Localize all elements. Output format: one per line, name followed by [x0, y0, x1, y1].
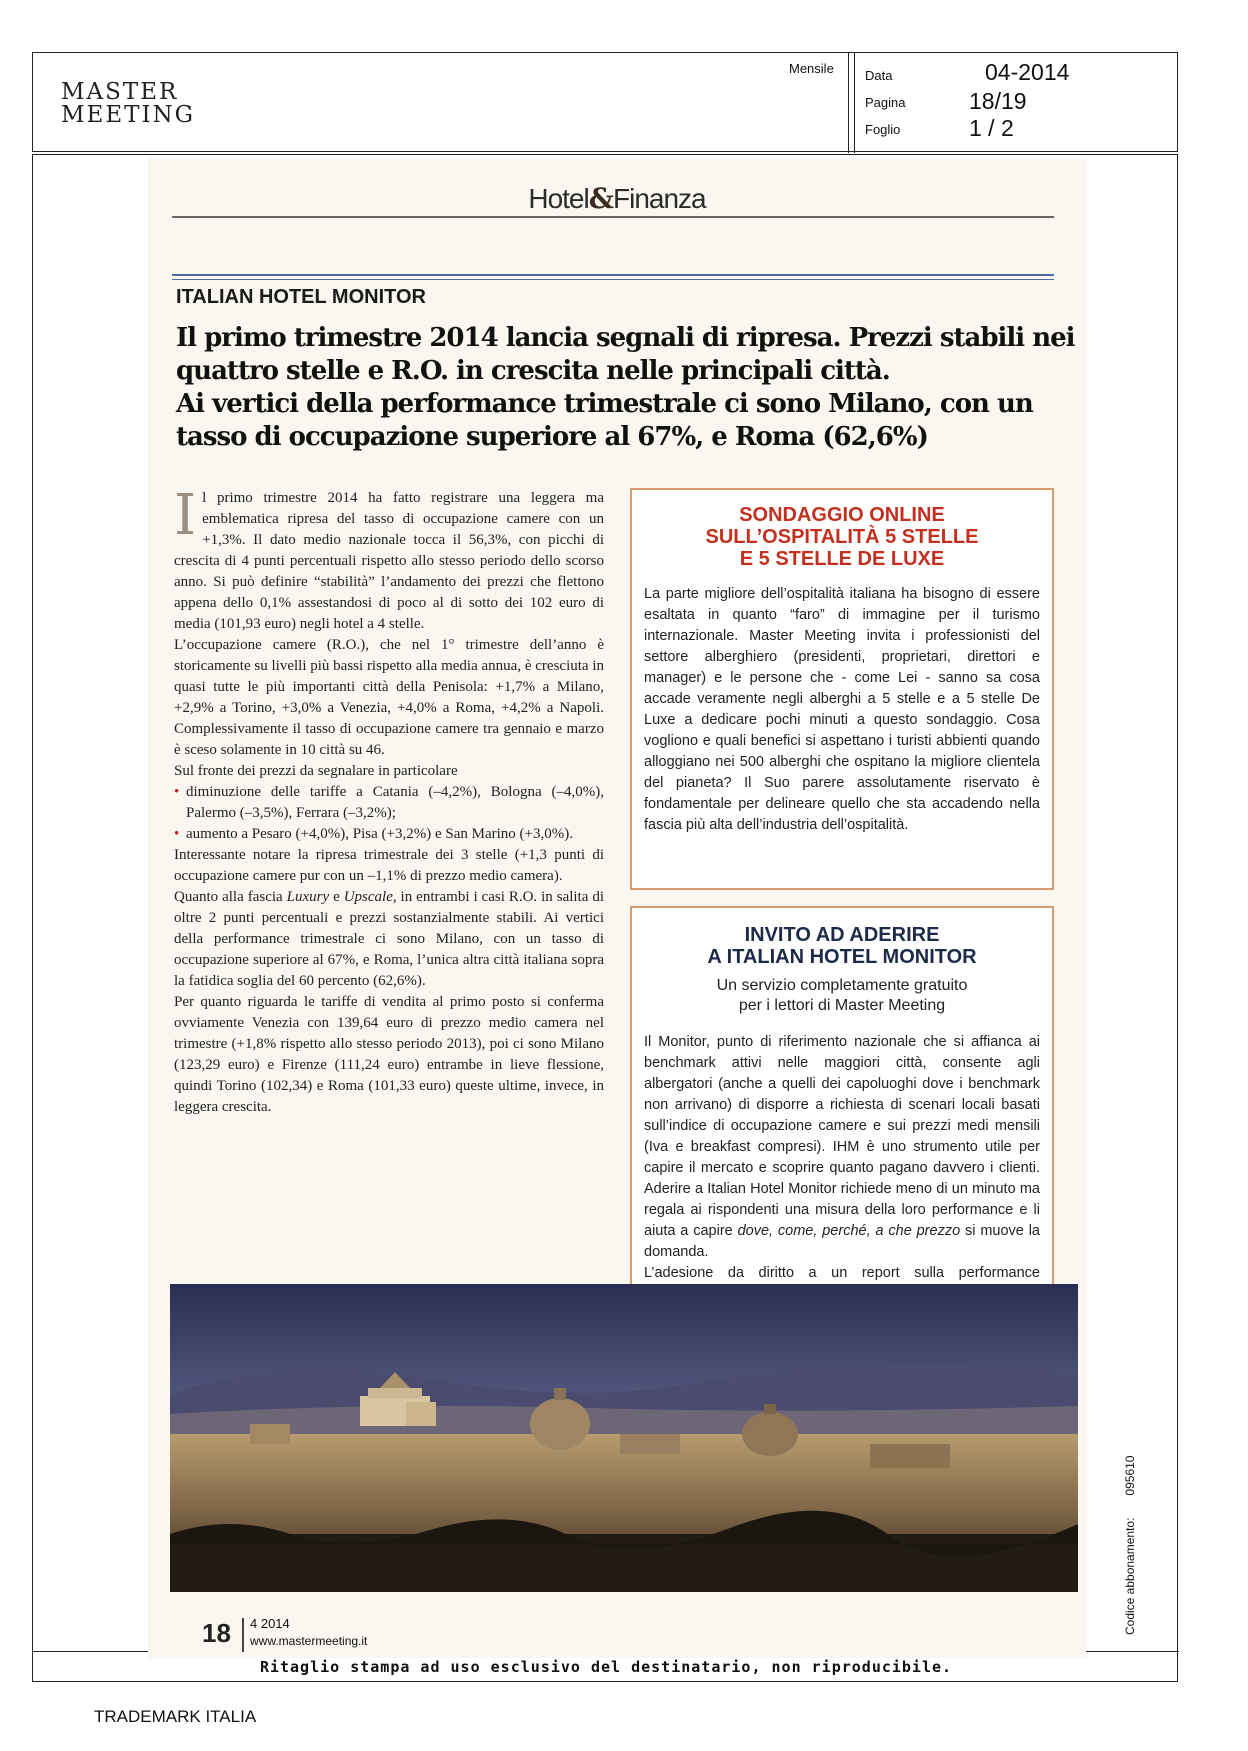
paragraph: Per quanto riguarda le tariffe di vendita al primo posto si conferma ovviamente Venezia con 139,64 euro di prezzo medio camera nel trimestre (+1,8% rispetto allo stesso periodo 2013), poi ci sono Milano (123,29 euro) e Firenze (111,24 euro) entrambe in lieve flessione, quindi Torino (102,34) e Roma (101,33 euro) queste ultime, invece, in leggera crescita. [174, 994, 604, 1115]
subscription-code-value: 095610 [1123, 1455, 1137, 1496]
paragraph: L’occupazione camere (R.O.), che nel 1° trimestre dell’anno è storicamente su livelli più bassi rispetto alla media annua, è cresciuta in quasi tutte le più importanti città della Penisola: +1,7% a Milano, +2,9% a Torino, +3,0% a Venezia, +4,0% a Roma, +4,2% a Napoli. Complessivamente il tasso di occupazione camere tra gennaio e marzo è sceso solamente in 10 città su 46. [174, 637, 604, 758]
survey-box-title: SONDAGGIO ONLINE SULL’OSPITALITÀ 5 STELLE E 5 STELLE DE LUXE [705, 504, 979, 570]
frequency-label: Mensile [789, 61, 834, 76]
article-body [174, 483, 605, 1118]
paragraph: Il primo trimestre 2014 ha fatto registrare una leggera ma emblematica ripresa del tasso di occupazione camere con un +1,3%. Il dato medio nazionale tocca il 56,3%, con picchi di crescita di 4 punti percentuali rispetto allo stesso periodo dello scorso anno. Si può definire “stabilità” l’andamento dei prezzi che flettono appena dello 0,1% assestandosi di poco al di sotto dei 102 euro di media (101,93 euro) negli hotel a 4 stelle. [174, 483, 604, 632]
clipping-header: MASTER MEETING Mensile Data 04-2014 Pagina 18/19 Foglio 1 / 2 [32, 52, 1178, 152]
survey-box-text: La parte migliore dell’ospitalità italiana ha bisogno di essere esaltata in quanto “faro” di immagine per il turismo internazionale. Master Meeting invita i professionisti del settore alberghiero (presidenti, proprietari, direttori e manager) e le persone che - come Lei - sanno sa cosa accade veramente negli alberghi a 5 stelle e a 5 stelle De Luxe a dedicare pochi minuti a questo sondaggio. Cosa vogliono e quali benefici si aspettano i turisti abbienti quando alloggiano nei 500 alberghi che ospitano la migliore clientela del pianeta? Il Suo parere assolutamente riservato è fondamentale per delineare quello che sta accadendo nella fascia più alta dell’industria dell’ospitalità. [644, 586, 1040, 833]
article-headline: Il primo trimestre 2014 lancia segnali di ripresa. Prezzi stabili nei quattro stelle e R.O. in crescita nelle principali città. Ai vertici della performance trimestrale ci sono Milano, con un tasso di occupazione superiore al 67%, e Roma (62,6%) [176, 323, 1075, 452]
issue-label: 4 2014 [250, 1616, 290, 1631]
paragraph: Quanto alla fascia Luxury e Upscale, in entrambi i casi R.O. in salita di oltre 2 punti percentuali e prezzi sostanzialmente stabili. Ai vertici della performance trimestrale ci sono Milano, con un tasso di occupazione superiore al 67%, e Roma, l’unica altra città italiana sopra la fatidica soglia del 60 percento (62,6%). [174, 889, 605, 989]
ampersand-logo: & [588, 182, 614, 215]
paragraph: Sul fronte dei prezzi da segnalare in particolare [174, 763, 458, 779]
disclaimer-text: Ritaglio stampa ad uso esclusivo del destinatario, non riproducibile. [259, 1658, 953, 1676]
website-label: www.mastermeeting.it [250, 1634, 368, 1648]
publisher-label: TRADEMARK ITALIA [94, 1707, 257, 1726]
header-divider [848, 53, 849, 153]
masthead: Hotel&Finanza [528, 182, 706, 215]
survey-box [630, 488, 1054, 890]
rome-skyline-photo [170, 1284, 1078, 1592]
masthead-rule [172, 216, 1054, 218]
bullet-item: • diminuzione delle tariffe a Catania (–4,2%), Bologna (–4,0%), Palermo (–3,5%), Ferrara (–3,2%); [174, 782, 604, 824]
header-divider [854, 53, 855, 153]
page-number: 18 [202, 1618, 231, 1648]
paragraph: Interessante notare la ripresa trimestrale dei 3 stelle (+1,3 punti di occupazione camere pur con un –1,1% di prezzo medio camera). [174, 847, 604, 884]
section-rule [172, 274, 1054, 276]
subscription-code [1123, 1456, 1137, 1635]
subscription-code-label: Codice abbonamento: [1123, 1517, 1137, 1635]
section-rule [172, 279, 1054, 280]
invite-box-subtitle: Un servizio completamente gratuito per i lettori di Master Meeting [716, 977, 968, 1014]
invite-box-text: Il Monitor, punto di riferimento nazionale che si affianca ai benchmark attivi nelle maggiori città, consente agli albergatori (anche a quelli dei capoluoghi dove i benchmark non arrivano) di disporre a richiesta di scenari locali basati sull’indice di occupazione camere e sui prezzi medi mensili (Iva e breakfast compresi). IHM è uno strumento utile per capire il mercato e scoprire quanto pagano davvero i clienti. Aderire a Italian Hotel Monitor richiede meno di un minuto ma regala ai rispondenti una misura della loro performance e li aiuta a capire dove, come, perché, a che prezzo si muove la domanda. [644, 1034, 1040, 1260]
section-title: ITALIAN HOTEL MONITOR [176, 286, 426, 308]
master-meeting-logo: MASTER MEETING [61, 79, 196, 128]
bullet-item: • aumento a Pesaro (+4,0%), Pisa (+3,2%) e San Marino (+3,0%). [174, 824, 604, 845]
invite-box-title: INVITO AD ADERIRE A ITALIAN HOTEL MONITOR [707, 924, 977, 968]
magazine-page [148, 158, 1086, 1658]
footer-divider [242, 1618, 244, 1652]
drop-cap: I [174, 483, 197, 548]
invite-box-text: L’adesione da diritto a un report sulla performance [644, 1265, 1040, 1281]
